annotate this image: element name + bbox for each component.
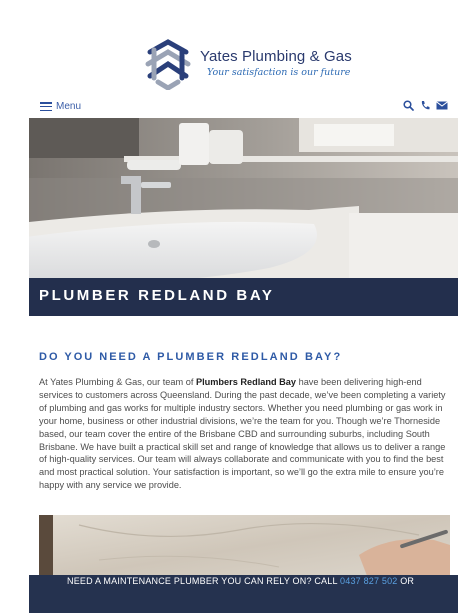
heading-prefix: DO YOU NEED A (39, 351, 158, 363)
nav-actions (403, 100, 448, 111)
mail-icon[interactable] (436, 101, 448, 110)
heading-keyword: PLUMBER REDLAND BAY (157, 351, 334, 363)
paragraph-keyword: Plumbers Redland Bay (195, 377, 297, 387)
logo-knot-icon (140, 38, 196, 90)
hamburger-icon (40, 102, 52, 111)
paragraph-start: At Yates Plumbing & Gas, our team of (39, 377, 196, 387)
phone-icon[interactable] (420, 100, 430, 111)
cta-suffix: OR (397, 576, 415, 586)
cta-phone-link[interactable]: 0437 827 502 (340, 576, 398, 586)
heading-suffix: ? (333, 351, 343, 363)
brand-name: Yates Plumbing & Gas (200, 48, 352, 65)
cta-message: NEED A MAINTENANCE PLUMBER YOU CAN RELY ON? CALL (67, 576, 341, 586)
menu-button[interactable] (40, 101, 81, 112)
hero-banner (29, 118, 458, 316)
plumbing-work-image (39, 515, 450, 581)
search-icon[interactable] (403, 100, 414, 111)
hero-title: PLUMBER REDLAND BAY (39, 287, 275, 304)
section-heading (39, 351, 342, 363)
paragraph-rest: have been delivering high-end services to customers across Queensland. During the past decade, we’ve been completing a variety of plumbing and gas works for multiple industry sectors. Whether you need plumbing or gas work in your home, business or other industrial divisions, we’re the team for you. Though we’re Thorneside based, our team cover the entire of the Brisbane CBD and surrounding suburbs, including South Brisbane. We have built a practical skill set and range of knowledge that allows us to deliver a range of high-quality services. Our team will always collaborate and communicate with you to find the best and most practical solution. Your satisfaction is important, so we’ll go the extra mile to ensure you’re happy with any service we provide. (39, 377, 446, 491)
cta-text (67, 576, 414, 586)
top-nav (0, 96, 474, 118)
plumber-photo (39, 515, 450, 581)
hero-title-band (29, 278, 458, 316)
brand-tagline: Your satisfaction is our future (207, 67, 351, 78)
cta-bar (29, 575, 458, 613)
intro-paragraph (39, 376, 449, 492)
site-logo[interactable] (140, 36, 360, 92)
menu-label: Menu (56, 101, 82, 112)
